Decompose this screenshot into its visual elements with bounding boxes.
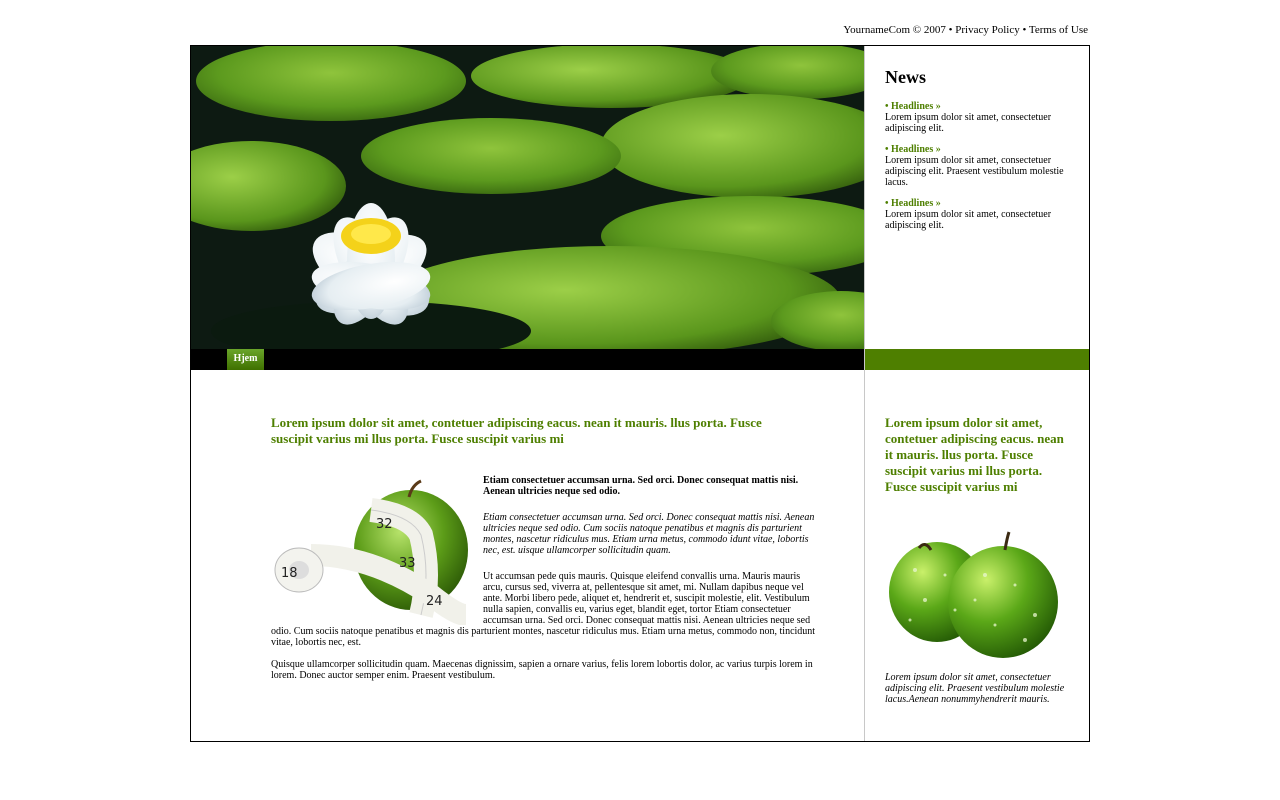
page-frame (190, 45, 1090, 742)
terms-of-use-link[interactable]: Terms of Use (1028, 24, 1088, 36)
article-italic-paragraph: Etiam consectetuer accumsan urna. Sed orci. Donec consequat mattis nisi. Aenean ultricies neque sed odio. Cum sociis natoque penatibus et magnis dis parturient montes, nascetur ridiculus mus. Etiam urna metus, commodo idunt vitae, lobortis nec, est. uisque ullamcorper sollicitudin quam. (483, 512, 815, 556)
news-item (885, 144, 1070, 188)
news-panel (864, 46, 1090, 349)
nav-bar-sidebar-strip (864, 349, 1090, 370)
news-body-text: Lorem ipsum dolor sit amet, consectetuer adipiscing elit. (885, 209, 1052, 231)
news-item (885, 101, 1070, 134)
link-separator: • (1019, 24, 1029, 36)
main-content (191, 370, 864, 741)
main-nav-bar (191, 349, 864, 370)
sidebar (864, 370, 1090, 741)
svg-text:33: 33 (399, 556, 416, 571)
svg-text:32: 32 (376, 517, 393, 532)
sidebar-heading: Lorem ipsum dolor sit amet, contetuer adipiscing eacus. nean it mauris. llus porta. Fusce suscipit varius mi llus porta. Fusce suscipit varius mi (885, 415, 1064, 494)
footer-links-top (843, 24, 1088, 36)
main-article (271, 475, 816, 696)
water-lily-illustration (191, 46, 864, 349)
link-separator: • (945, 24, 956, 36)
article-lead: Etiam consectetuer accumsan urna. Sed orci. Donec consequat mattis nisi. Aenean ultricies neque sed odio. (483, 475, 799, 497)
article-paragraph: Ut accumsan pede quis mauris. Quisque eleifend convallis urna. Mauris mauris arcu, cursus sed, viverra at, pellentesque sit amet, mi. Nullam dapibus neque vel ante. Morbi libero pede, aliquet et, hendrerit et, suscipit molestie, elit. Vestibulum nulla sapien, convallis eu, varius eget, blandit eget, tortor Etiam consectetuer accumsan urna. Sed orci. Donec consequat mattis nisi. Aenean ultricies neque sed odio. Cum sociis natoque penatibus et magnis dis parturient montes, nascetur ridiculus mus. Etiam urna metus, commodo non, tincidunt vitae, lobortis nec, est. (271, 571, 816, 648)
copyright-text: YournameCom © 2007 (843, 24, 946, 36)
header-water-lily-image (191, 46, 864, 349)
news-body-text: Lorem ipsum dolor sit amet, consectetuer adipiscing elit. Praesent vestibulum molestie lacus. (885, 155, 1064, 188)
news-body-text: Lorem ipsum dolor sit amet, consectetuer adipiscing elit. (885, 112, 1052, 134)
article-paragraph: Quisque ullamcorper sollicitudin quam. Maecenas dignissim, sapien a ornare varius, felis lorem lobortis dolor, ac varius turpis lorem in lorem. Donec auctor semper enim. Praesent vestibulum. (271, 659, 813, 681)
main-heading: Lorem ipsum dolor sit amet, contetuer adipiscing eacus. nean it mauris. llus porta. Fusce suscipit varius mi llus porta. Fusce suscipit varius mi (271, 415, 762, 446)
apple-measuring-tape-image (271, 475, 471, 625)
news-title: News (885, 67, 926, 87)
news-headline-link[interactable]: • Headlines » (885, 101, 941, 112)
news-item (885, 198, 1070, 231)
news-headline-link[interactable]: • Headlines » (885, 144, 941, 155)
green-apples-image (885, 530, 1060, 660)
svg-text:18: 18 (281, 566, 298, 581)
news-headline-link[interactable]: • Headlines » (885, 198, 941, 209)
svg-text:24: 24 (426, 594, 443, 609)
sidebar-caption: Lorem ipsum dolor sit amet, consectetuer adipiscing elit. Praesent vestibulum molestie lacus.Aenean nonummyhendrerit mauris. (885, 672, 1065, 705)
news-list (885, 101, 1070, 241)
privacy-policy-link[interactable]: Privacy Policy (955, 24, 1020, 36)
nav-item-home[interactable]: Hjem (227, 349, 264, 370)
